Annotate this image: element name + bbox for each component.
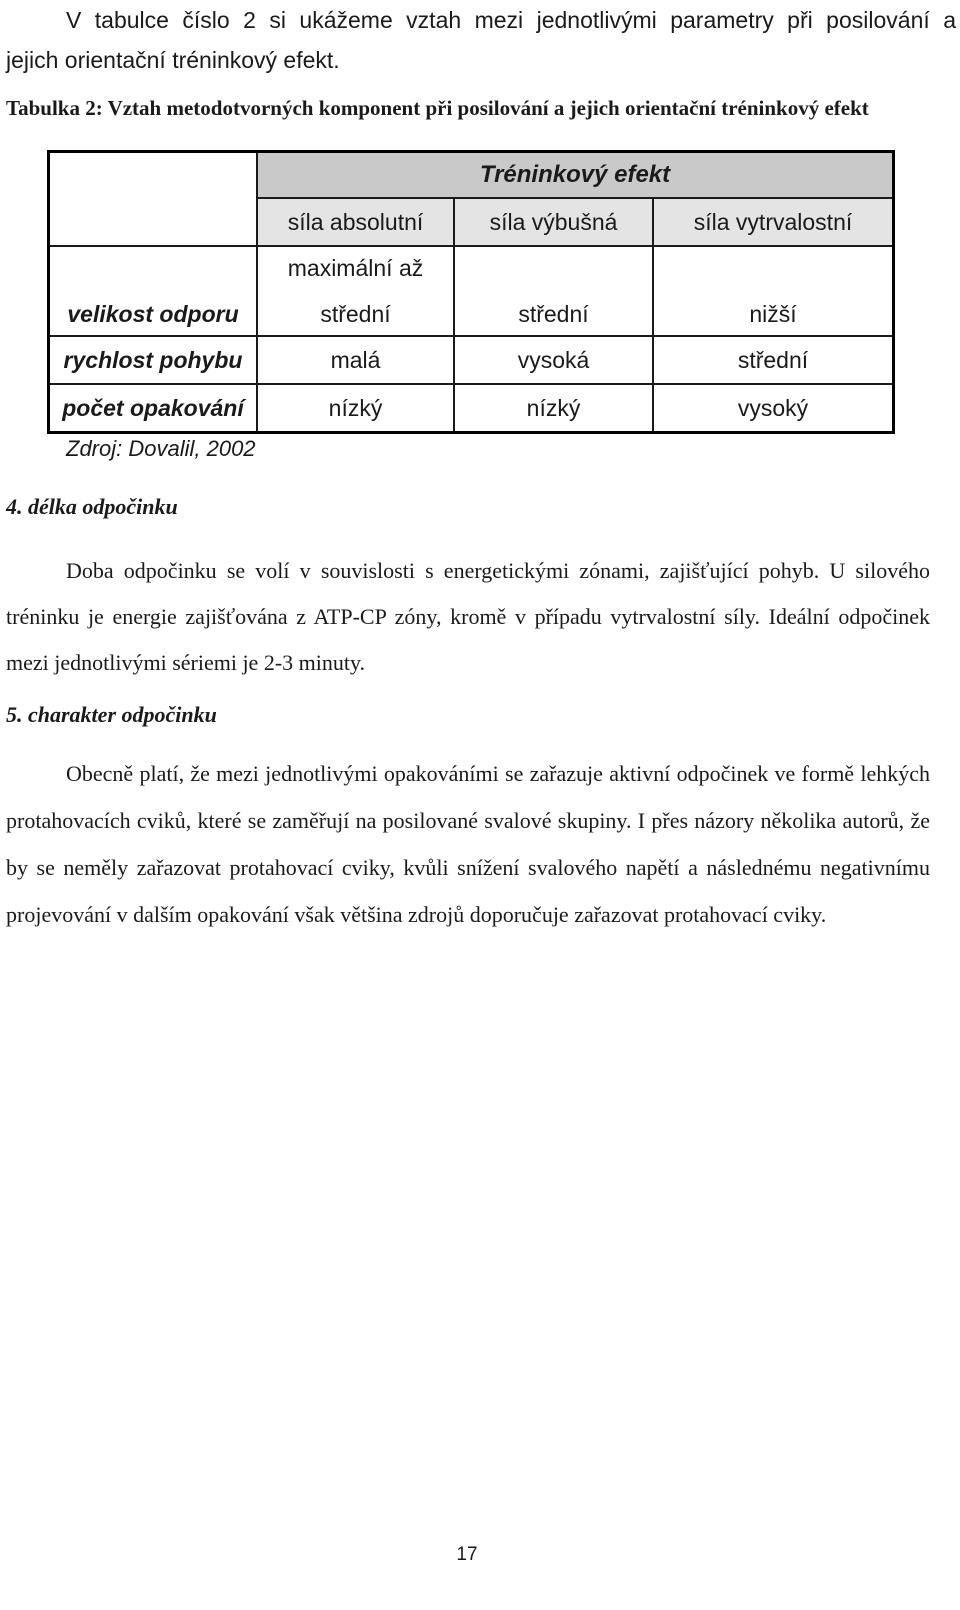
section-4-heading: 4. délka odpočinku xyxy=(6,494,178,519)
table-cell: střední xyxy=(653,336,894,384)
table-cell: střední xyxy=(454,246,653,336)
intro-line-2: jejich orientační tréninkový efekt. xyxy=(6,47,340,73)
row-header: počet opakování xyxy=(49,384,258,433)
column-header: síla absolutní xyxy=(257,198,454,246)
row-header: velikost odporu xyxy=(49,246,258,336)
table-cell: nižší xyxy=(653,246,894,336)
table-cell: vysoký xyxy=(653,384,894,433)
row-header: rychlost pohybu xyxy=(49,336,258,384)
table-cell: vysoká xyxy=(454,336,653,384)
table-cell: nízký xyxy=(257,384,454,433)
column-header: síla vytrvalostní xyxy=(653,198,894,246)
page-number: 17 xyxy=(456,1544,478,1565)
table-cell: maximální až střední xyxy=(257,246,454,336)
table-source: Zdroj: Dovalil, 2002 xyxy=(66,436,256,461)
section-4-paragraph xyxy=(6,548,930,686)
table-caption: Tabulka 2: Vztah metodotvorných komponent při posilování a jejich orientační tréninkový efekt xyxy=(6,96,869,120)
table-row xyxy=(49,246,894,336)
table-row xyxy=(49,336,894,384)
table-corner-cell xyxy=(49,152,258,247)
table-cell: nízký xyxy=(454,384,653,433)
intro-line-1: V tabulce číslo 2 si ukážeme vztah mezi jednotlivými parametry při posilování a xyxy=(66,7,956,33)
table-cell: malá xyxy=(257,336,454,384)
intro-paragraph xyxy=(6,0,956,80)
column-header: síla výbušná xyxy=(454,198,653,246)
table-group-header: Tréninkový efekt xyxy=(257,152,894,199)
section-5-text: Obecně platí, že mezi jednotlivými opakováními se zařazuje aktivní odpočinek ve formě lehkých protahovacích cviků, které se zaměřují na posilované svalové skupiny. I přes názory několika autorů, že by se neměly zařazovat protahovací cviky, kvůli snížení svalového napětí a následnému negativnímu projevování v dalším opakování však většina zdrojů doporučuje zařazovat protahovací cviky. xyxy=(6,761,930,927)
training-effect-table xyxy=(47,150,895,434)
section-5-paragraph xyxy=(6,750,930,938)
section-5-heading: 5. charakter odpočinku xyxy=(6,702,217,727)
section-4-text: Doba odpočinku se volí v souvislosti s energetickými zónami, zajišťující pohyb. U silového tréninku je energie zajišťována z ATP-CP zóny, kromě v případu vytrvalostní síly. Ideální odpočinek mezi jednotlivými sériemi je 2-3 minuty. xyxy=(6,558,930,675)
table-row xyxy=(49,384,894,433)
